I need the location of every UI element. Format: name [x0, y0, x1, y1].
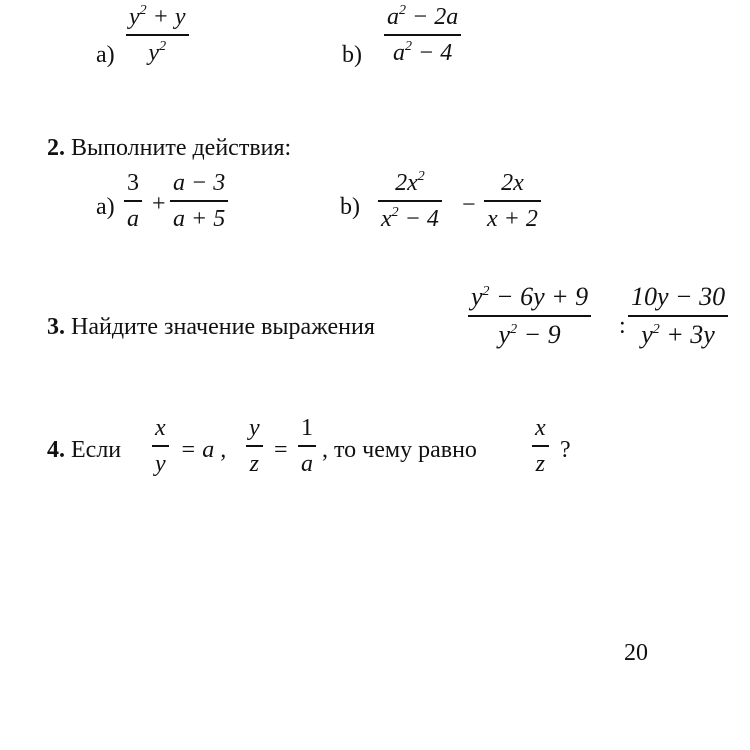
problem1-a-fraction: $y^2 + y$ $y^2$	[126, 5, 189, 65]
problem4-question-text: , то чему равно	[322, 437, 477, 463]
problem4-equals-a: = a ,	[180, 437, 227, 463]
problem4-fraction-x-y: x y	[152, 416, 169, 476]
problem1-b-label: b)	[342, 42, 362, 68]
problem3-heading: 3. Найдите значение выражения	[47, 314, 375, 340]
problem4-equals: =	[274, 437, 288, 463]
problem2-a-plus: +	[152, 191, 166, 217]
problem2-b-fraction-2: 2x x + 2	[484, 171, 541, 231]
problem4-fraction-x-z: x z	[532, 416, 549, 476]
problem2-b-label: b)	[340, 194, 360, 220]
problem2-a-fraction-1: 3 a	[124, 171, 142, 231]
problem4-fraction-1-a: 1 a	[298, 416, 316, 476]
problem4-question-mark: ?	[560, 437, 571, 463]
problem2-b-fraction-1: $2x^2$ $x^2 - 4$	[378, 171, 442, 231]
problem3-fraction-2: 10y − 30 $y^2 + 3y$	[628, 284, 728, 348]
problem2-heading: 2. Выполните действия:	[47, 135, 292, 161]
problem2-b-minus: −	[462, 192, 476, 218]
problem4-fraction-y-z: y z	[246, 416, 263, 476]
problem2-a-fraction-2: a − 3 a + 5	[170, 171, 228, 231]
problem1-b-fraction: $a^2 - 2a$ $a^2 - 4$	[384, 5, 461, 65]
problem4-intro: 4. Если	[47, 437, 122, 463]
problem3-fraction-1: $y^2 - 6y + 9$ $y^2 - 9$	[468, 284, 591, 348]
problem3-divide: :	[619, 313, 626, 339]
page-number: 20	[624, 640, 648, 666]
problem2-a-label: a)	[96, 194, 115, 220]
problem1-a-label: a)	[96, 42, 115, 68]
